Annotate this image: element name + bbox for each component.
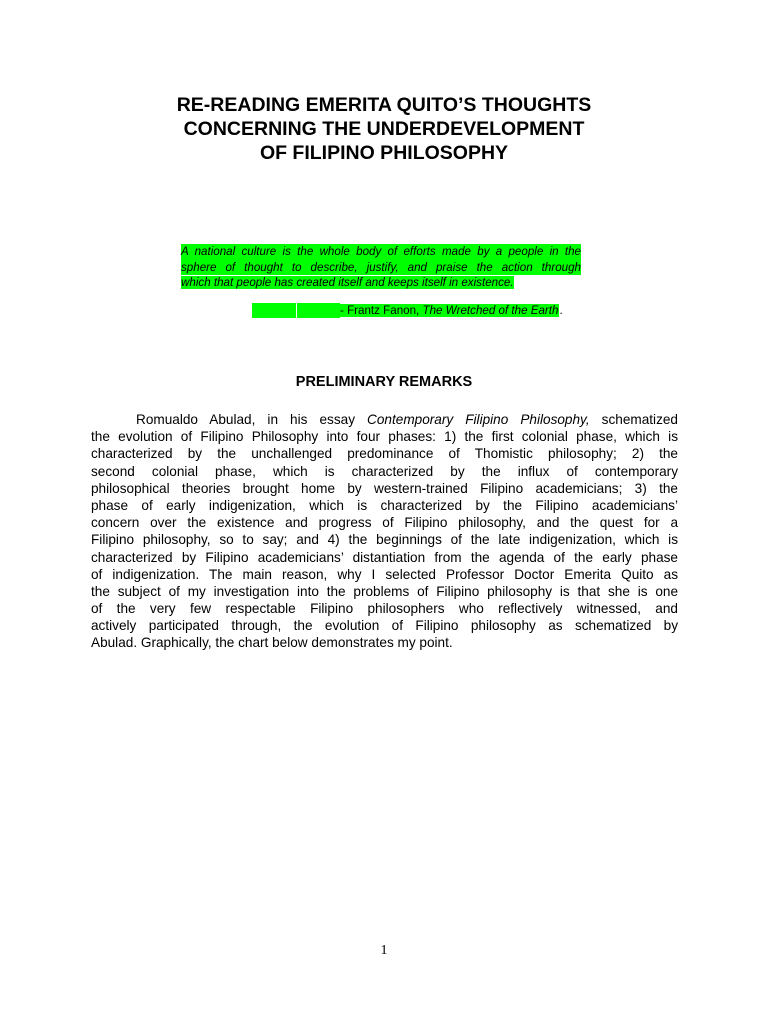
paragraph-line: concern over the existence and progress of Filipino philosophy, and the quest for a bbox=[91, 515, 678, 531]
attribution-book-title: The Wretched of the Earth bbox=[422, 304, 559, 317]
attribution-prefix: - Frantz Fanon, bbox=[340, 304, 423, 317]
paragraph-line: philosophical theories brought home by western-trained Filipino academicians; 3) the bbox=[91, 480, 678, 496]
epigraph-quote bbox=[181, 244, 581, 291]
highlight-spacer bbox=[252, 303, 297, 318]
paragraph-line: the evolution of Filipino Philosophy into four phases: 1) the first colonial phase, which is bbox=[91, 429, 678, 445]
essay-title: Contemporary Filipino Philosophy, bbox=[367, 412, 590, 427]
page-number: 1 bbox=[380, 943, 388, 958]
paragraph-text: Romualdo Abulad, in his essay bbox=[136, 412, 368, 427]
title-line: CONCERNING THE UNDERDEVELOPMENT bbox=[183, 118, 585, 140]
paragraph-line: of indigenization. The main reason, why I selected Professor Doctor Emerita Quito as bbox=[91, 566, 678, 582]
document-title bbox=[90, 93, 678, 165]
title-line: OF FILIPINO PHILOSOPHY bbox=[259, 142, 509, 164]
epigraph-line: which that people has created itself and keeps itself in existence. bbox=[181, 276, 514, 289]
paragraph-line: characterized by the unchallenged predominance of Thomistic philosophy; 2) the bbox=[91, 446, 678, 462]
paragraph-line: Filipino philosophy, so to say; and 4) the beginnings of the late indigenization, which is bbox=[91, 532, 678, 548]
attribution-text bbox=[340, 304, 559, 317]
paragraph-line: Abulad. Graphically, the chart below demonstrates my point. bbox=[91, 635, 453, 651]
paragraph-line: the subject of my investigation into the problems of Filipino philosophy is that she is one bbox=[91, 583, 678, 599]
paragraph-line: phase of early indigenization, which is characterized by the Filipino academicians’ bbox=[91, 497, 678, 513]
body-paragraph bbox=[91, 411, 678, 652]
paragraph-line: characterized by Filipino academicians’ distantiation from the agenda of the early phase bbox=[91, 549, 678, 565]
paragraph-line: second colonial phase, which is characterized by the influx of contemporary bbox=[91, 463, 678, 479]
epigraph-line: A national culture is the whole body of efforts made by a people in the bbox=[181, 245, 581, 258]
paragraph-line: actively participated through, the evolution of Filipino philosophy as schematized by bbox=[91, 618, 678, 634]
epigraph-line-wrap bbox=[181, 275, 581, 291]
paragraph-line: of the very few respectable Filipino philosophers who reflectively witnessed, and bbox=[91, 601, 678, 617]
epigraph-line: sphere of thought to describe, justify, and praise the action through bbox=[181, 260, 581, 274]
paragraph-text: schematized bbox=[589, 412, 678, 427]
attribution-suffix: . bbox=[559, 304, 563, 317]
paragraph-line bbox=[91, 411, 678, 428]
title-line: RE-READING EMERITA QUITO’S THOUGHTS bbox=[176, 94, 592, 116]
epigraph-attribution bbox=[252, 303, 563, 319]
highlight-spacer bbox=[297, 303, 340, 318]
section-heading: PRELIMINARY REMARKS bbox=[295, 374, 473, 390]
